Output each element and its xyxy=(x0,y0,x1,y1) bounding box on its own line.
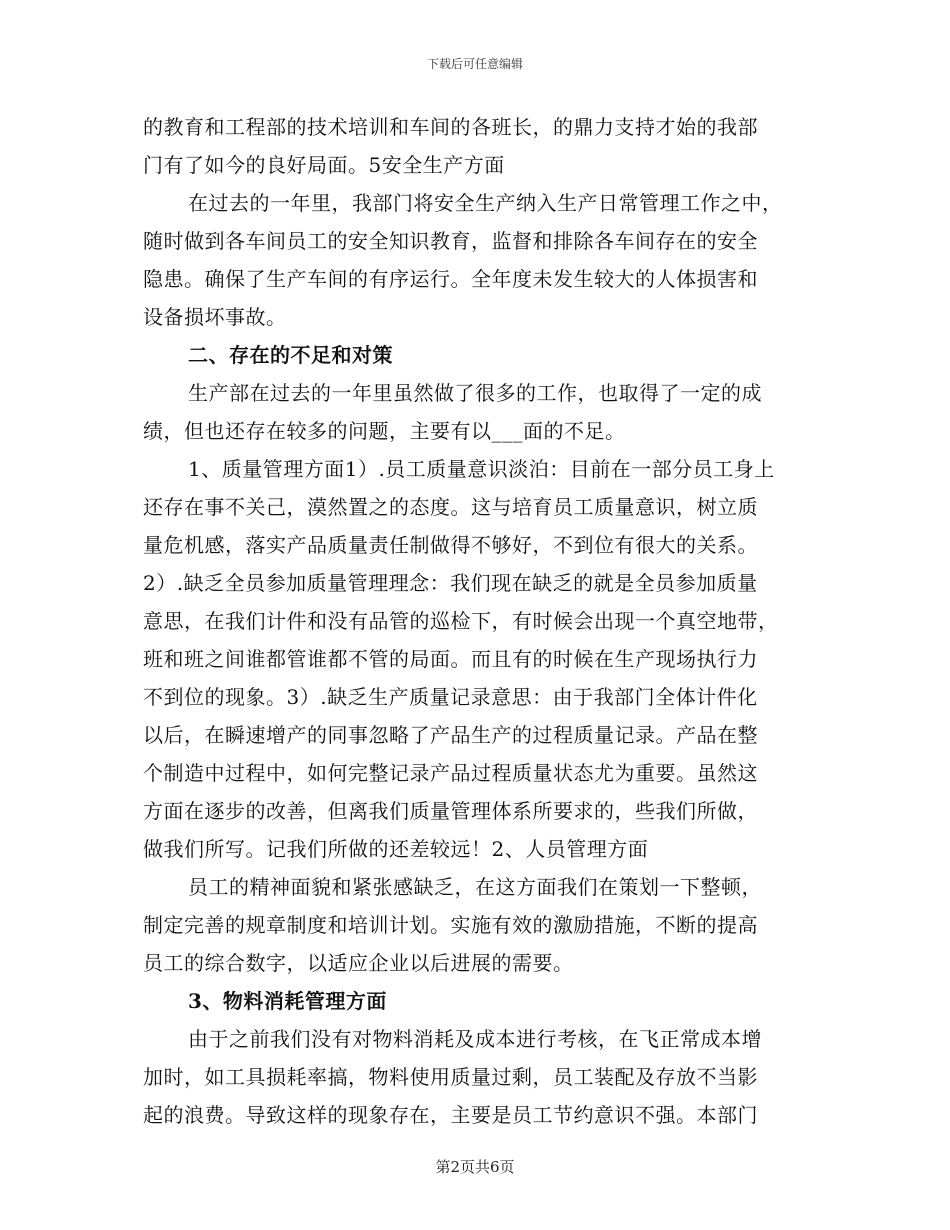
body-text-line: 还存在事不关己，漠然置之的态度。这与培育员工质量意识，树立质 xyxy=(143,495,758,519)
body-text-line: 生产部在过去的一年里虽然做了很多的工作，也取得了一定的成 xyxy=(188,381,762,405)
body-text-line: 个制造中过程中，如何完整记录产品过程质量状态尤为重要。虽然这 xyxy=(143,761,758,785)
body-text-line: 班和班之间谁都管谁都不管的局面。而且有的时候在生产现场执行力 xyxy=(143,647,758,671)
body-text-line: 设备损坏事故。 xyxy=(143,305,287,329)
body-text-line: 做我们所写。记我们所做的还差较远！2、人员管理方面 xyxy=(143,837,649,861)
body-text-line: 门有了如今的良好局面。5安全生产方面 xyxy=(143,153,505,177)
page-header-note: 下载后可任意编辑 xyxy=(426,57,523,71)
body-text-line: 方面在逐步的改善，但离我们质量管理体系所要求的，些我们所做， xyxy=(143,799,758,823)
document-body xyxy=(143,108,823,1134)
body-text-line: 隐患。确保了生产车间的有序运行。全年度未发生较大的人体损害和 xyxy=(143,267,758,291)
page-number: 第2页共6页 xyxy=(435,1158,515,1176)
body-text-line: 随时做到各车间员工的安全知识教育，监督和排除各车间存在的安全 xyxy=(143,229,758,253)
body-text-line: 加时，如工具损耗率搞，物料使用质量过剩，员工装配及存放不当影 xyxy=(143,1065,758,1089)
body-text-line: 制定完善的规章制度和培训计划。实施有效的激励措施，不断的提高 xyxy=(143,913,758,937)
body-text-line: 在过去的一年里，我部门将安全生产纳入生产日常管理工作之中， xyxy=(188,191,783,215)
section-heading: 二、存在的不足和对策 xyxy=(188,343,393,367)
section-heading: 3、物料消耗管理方面 xyxy=(188,989,387,1013)
body-text-line: 不到位的现象。3）.缺乏生产质量记录意思：由于我部门全体计件化 xyxy=(143,685,758,709)
body-text-line: 2）.缺乏全员参加质量管理理念：我们现在缺乏的就是全员参加质量 xyxy=(143,571,758,595)
body-text-line: 的教育和工程部的技术培训和车间的各班长，的鼎力支持才始的我部 xyxy=(143,115,758,139)
body-text-line: 起的浪费。导致这样的现象存在，主要是员工节约意识不强。本部门 xyxy=(143,1103,758,1127)
body-text-line: 1、质量管理方面1）.员工质量意识淡泊：目前在一部分员工身上 xyxy=(188,457,775,481)
body-text-line: 由于之前我们没有对物料消耗及成本进行考核，在飞正常成本增 xyxy=(188,1027,762,1051)
body-text-line: 绩，但也还存在较多的问题，主要有以___面的不足。 xyxy=(143,419,626,443)
body-text-line: 员工的综合数字，以适应企业以后进展的需要。 xyxy=(143,951,574,975)
body-text-line: 员工的精神面貌和紧张感缺乏，在这方面我们在策划一下整顿， xyxy=(188,875,762,899)
body-text-line: 以后，在瞬速增产的同事忽略了产品生产的过程质量记录。产品在整 xyxy=(143,723,758,747)
body-text-line: 量危机感，落实产品质量责任制做得不够好，不到位有很大的关系。 xyxy=(143,533,758,557)
body-text-line: 意思，在我们计件和没有品管的巡检下，有时候会出现一个真空地带， xyxy=(143,609,779,633)
